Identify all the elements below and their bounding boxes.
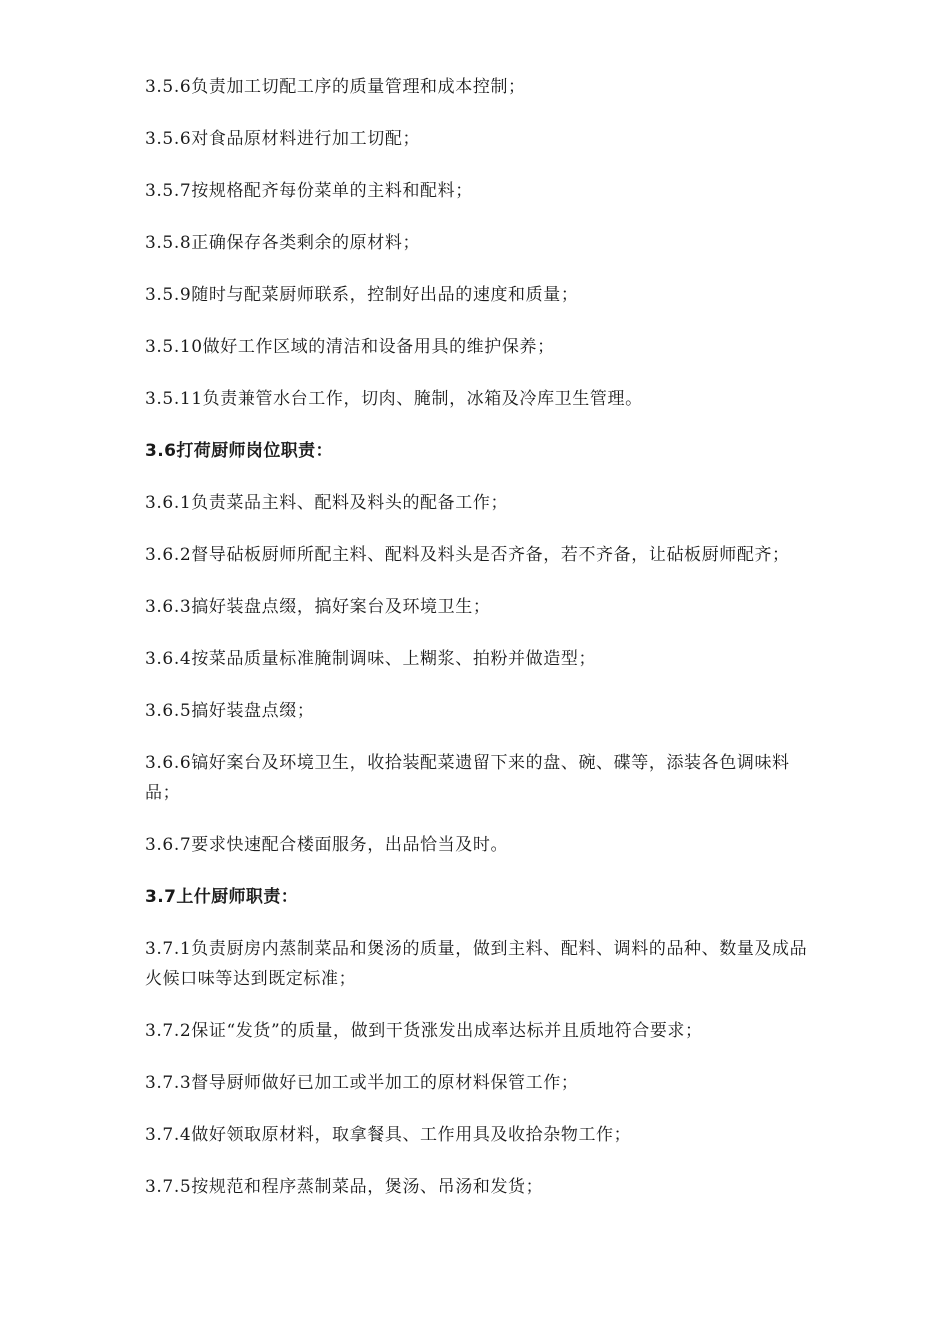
paragraph-3-7-4: 3.7.4做好领取原材料，取拿餐具、工作用具及收拾杂物工作； bbox=[145, 1125, 632, 1145]
paragraph-3-7-1: 3.7.1负责厨房内蒸制菜品和煲汤的质量，做到主料、配料、调料的品种、数量及成品火候口味等达到既定标准； bbox=[145, 939, 808, 989]
paragraph-3-6-7: 3.6.7要求快速配合楼面服务，出品恰当及时。 bbox=[145, 835, 509, 855]
paragraph-3-5-6b: 3.5.6对食品原材料进行加工切配； bbox=[145, 129, 421, 149]
paragraph-3-5-8: 3.5.8正确保存各类剩余的原材料； bbox=[145, 233, 421, 253]
paragraph-3-5-9: 3.5.9随时与配菜厨师联系，控制好出品的速度和质量； bbox=[145, 285, 579, 305]
document-page bbox=[145, 72, 810, 1224]
paragraph-3-5-10: 3.5.10做好工作区域的清洁和设备用具的维护保养； bbox=[145, 337, 555, 357]
paragraph-3-7-2: 3.7.2保证“发货”的质量，做到干货涨发出成率达标并且质地符合要求； bbox=[145, 1021, 703, 1041]
paragraph-3-7-3: 3.7.3督导厨师做好已加工或半加工的原材料保管工作； bbox=[145, 1073, 579, 1093]
paragraph-3-6-6: 3.6.6镐好案台及环境卫生，收拾装配菜遗留下来的盘、碗、碟等，添装各色调味料品； bbox=[145, 753, 790, 803]
section-heading-3-7: 3.7上什厨师职责： bbox=[145, 887, 299, 907]
paragraph-3-6-5: 3.6.5搞好装盘点缀； bbox=[145, 701, 315, 721]
paragraph-3-5-6a: 3.5.6负责加工切配工序的质量管理和成本控制； bbox=[145, 77, 526, 97]
paragraph-3-5-7: 3.5.7按规格配齐每份菜单的主料和配料； bbox=[145, 181, 473, 201]
section-heading-3-6: 3.6打荷厨师岗位职责： bbox=[145, 441, 333, 461]
paragraph-3-6-1: 3.6.1负责菜品主料、配料及料头的配备工作； bbox=[145, 493, 509, 513]
paragraph-3-6-4: 3.6.4按菜品质量标准腌制调味、上糊浆、拍粉并做造型； bbox=[145, 649, 597, 669]
paragraph-3-6-3: 3.6.3搞好装盘点缀，搞好案台及环境卫生； bbox=[145, 597, 491, 617]
paragraph-3-5-11: 3.5.11负责兼管水台工作，切肉、腌制，冰箱及冷库卫生管理。 bbox=[145, 389, 643, 409]
paragraph-3-6-2: 3.6.2督导砧板厨师所配主料、配料及料头是否齐备，若不齐备，让砧板厨师配齐； bbox=[145, 545, 790, 565]
paragraph-3-7-5: 3.7.5按规范和程序蒸制菜品，煲汤、吊汤和发货； bbox=[145, 1177, 544, 1197]
